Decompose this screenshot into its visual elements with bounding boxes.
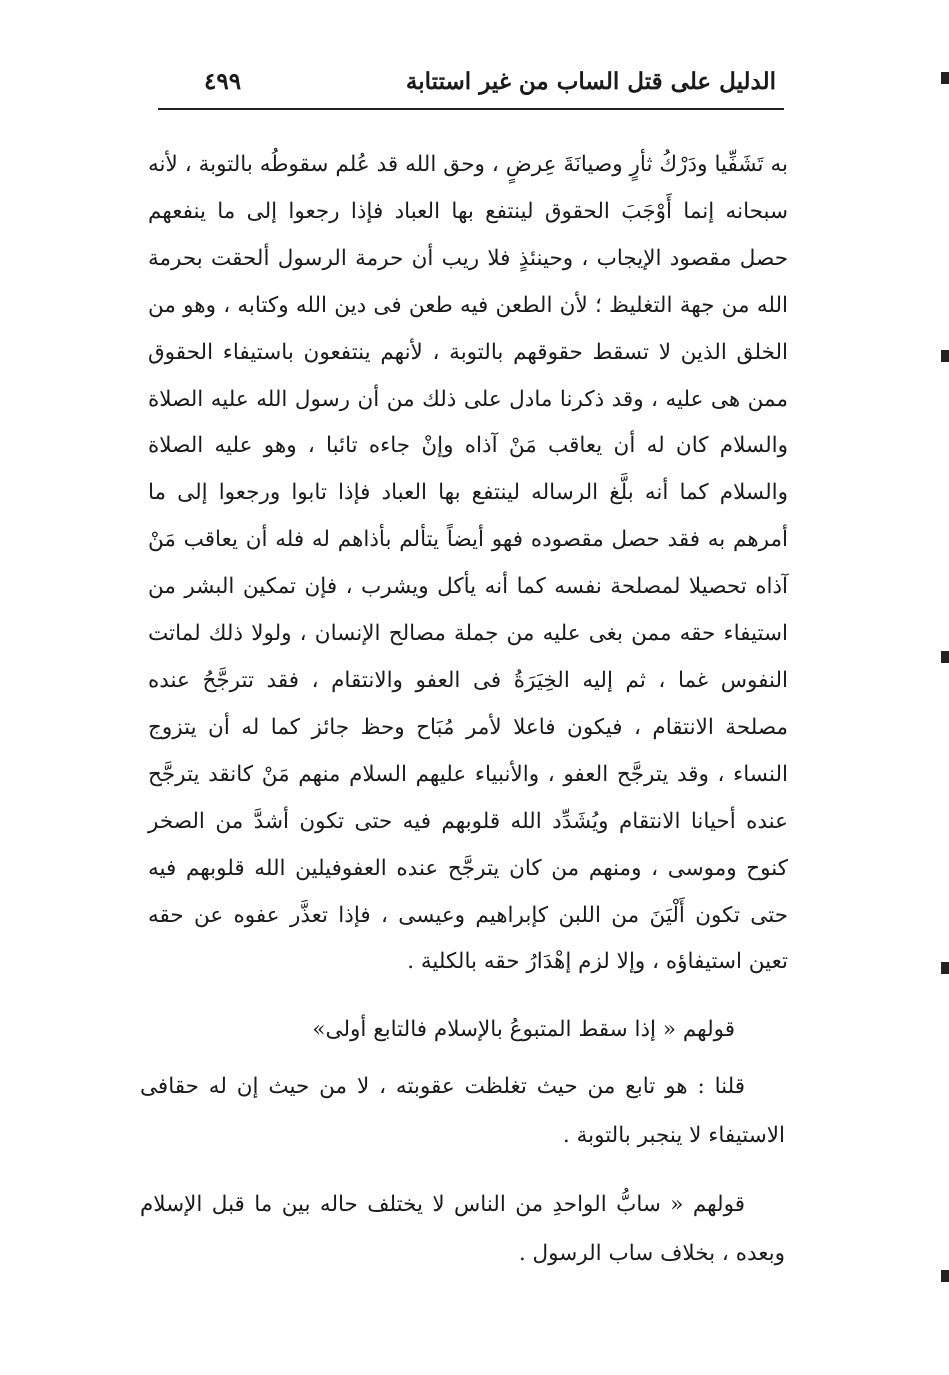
main-paragraph: به تَشَفِّيا ودَرْكُ ثأرٍ وصيانَةَ عِرضٍ ، وحق الله قد عُلم سقوطُه بالتوبة ، لأنه سبحانه إنما أَوْجَبَ الحقوق لينتفع بها العباد فإذا رجعوا إلى ما ينفعهم حصل مقصود الإيجاب ، وحينئذٍ فلا ريب أن حرمة الرسول ألحقت بحرمة الله من جهة التغليظ ؛ لأن الطعن فيه طعن فى دين الله وكتابه ، وهو من الخلق الذين لا تسقط حقوقهم بالتوبة ، لأنهم ينتفعون باستيفاء الحقوق ممن هى عليه ، وقد ذكرنا مادل على ذلك من أن رسول الله عليه الصلاة والسلام كان له أن يعاقب مَنْ آذاه وإنْ جاءه تائبا ، وهو عليه الصلاة والسلام كما أنه بلَّغ الرساله لينتفع بها العباد فإذا تابوا ورجعوا إلى ما أمرهم به فقد حصل مقصوده فهو أيضاً يتألم بأذاهم له فله أن يعاقب مَنْ آذاه تحصيلا لمصلحة نفسه كما أنه يأكل ويشرب ، فإن تمكين البشر من استيفاء حقه ممن بغى عليه من جملة مصالح الإنسان ، ولولا ذلك لماتت النفوس غما ، ثم إليه الخِيَرَةُ فى العفو والانتقام ، فقد تترجَّحُ عنده مصلحة الانتقام ، فيكون فاعلا لأمر مُبَاح وحظ جائز كما له أن يتزوج النساء ، وقد يترجَّح العفو ، والأنبياء عليهم السلام منهم مَنْ كانقد يترجَّح عنده أحيانا الانتقام ويُشَدِّد الله قلوبهم فيه حتى تكون أشدَّ من الصخر كنوح وموسى ، ومنهم من كان يترجَّح عنده العفوفيلين الله قلوبهم فيه حتى تكون أَلْيَنَ من اللبن كإبراهيم وعيسى ، فإذا تعذَّر عفوه عن حقه تعين استيفاؤه ، وإلا لزم إهْدَارُ حقه بالكلية . bbox=[148, 152, 788, 975]
reply-text-1: قلنا : هو تابع من حيث تغلظت عقوبته ، لا من حيث إن له حقافى الاستيفاء لا ينجبر بالتوبة . bbox=[140, 1074, 785, 1148]
quote-text-2: قولهم « سابُّ الواحدِ من الناس لا يختلف حاله بين ما قبل الإسلام وبعده ، بخلاف ساب الرسول . bbox=[140, 1192, 785, 1266]
margin-mark bbox=[941, 962, 949, 974]
quote-text-1: قولهم « إذا سقط المتبوعُ بالإسلام فالتابع أولى» bbox=[312, 1017, 735, 1042]
page-header bbox=[158, 58, 780, 104]
header-rule bbox=[158, 108, 784, 110]
page-number: ٤٩٩ bbox=[204, 67, 242, 95]
margin-mark bbox=[941, 350, 949, 362]
running-title: الدليل على قتل الساب من غير استتابة bbox=[405, 67, 776, 95]
reply-paragraph-1 bbox=[140, 1062, 785, 1160]
margin-mark bbox=[941, 1270, 949, 1282]
margin-mark bbox=[941, 651, 949, 663]
quote-paragraph-2 bbox=[140, 1180, 785, 1278]
margin-mark bbox=[941, 72, 949, 84]
quote-paragraph-1 bbox=[140, 1005, 785, 1054]
